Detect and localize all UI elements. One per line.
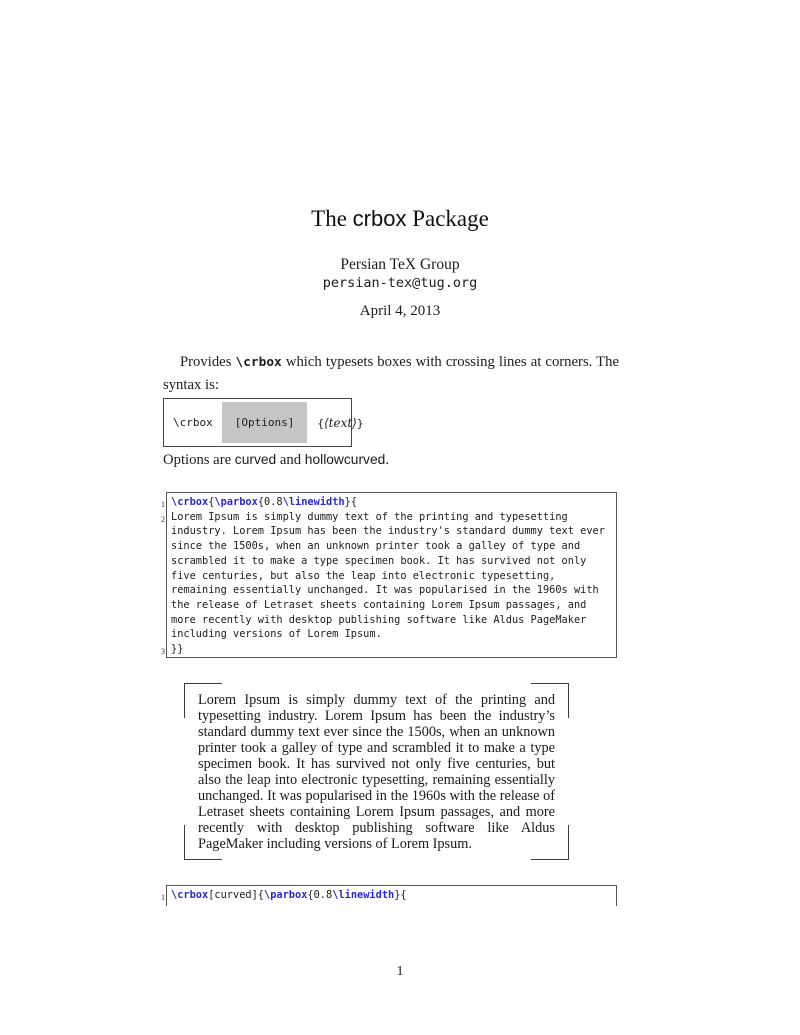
options-post: . bbox=[385, 452, 389, 468]
code-text: including versions of Lorem Ipsum. bbox=[171, 628, 382, 641]
options-line bbox=[163, 452, 619, 469]
code-line bbox=[171, 627, 612, 642]
syntax-argument bbox=[317, 416, 363, 430]
options-pre: Options are bbox=[163, 452, 235, 468]
line-number: 3 bbox=[161, 647, 165, 657]
document-date: April 4, 2013 bbox=[359, 303, 441, 319]
syntax-options-highlight: [Options] bbox=[222, 402, 308, 443]
code-line bbox=[171, 583, 612, 598]
code-line bbox=[171, 539, 612, 554]
crbox-rendered-output bbox=[184, 683, 569, 860]
code-text: }{ bbox=[344, 496, 358, 508]
page-title bbox=[0, 206, 800, 232]
option-hollowcurved: hollowcurved bbox=[304, 452, 386, 467]
syntax-command: \crbox bbox=[173, 416, 213, 429]
code-listing-1 bbox=[161, 492, 617, 658]
code-text: remaining essentially unchanged. It was popularised in the 1960s with bbox=[171, 584, 599, 597]
crbox-output-text: Lorem Ipsum is simply dummy text of the printing and typesetting industry. Lorem Ipsum has been the industry’s standard dummy text ever since the 1500s, when an unknown printer took a galley of type and scrambled it to make a type specimen book. It has survived not only five centuries, but also the leap into electronic typesetting, remaining essentially unchanged. It was popularised in the 1960s with the release of Letraset sheets containing Lorem Ipsum passages, and more recently with desktop publishing software like Aldus PageMaker including versions of Lorem Ipsum. bbox=[198, 692, 555, 852]
line-number: 2 bbox=[161, 514, 165, 524]
code-line bbox=[161, 495, 612, 510]
code-line bbox=[171, 569, 612, 584]
title-package-name: crbox bbox=[352, 206, 407, 231]
line-number: 1 bbox=[161, 893, 165, 902]
option-curved: curved bbox=[234, 452, 277, 467]
author: Persian TeX Group bbox=[340, 256, 460, 273]
options-mid: and bbox=[276, 452, 305, 468]
code-keyword: \crbox bbox=[171, 496, 209, 508]
code-text: }{ bbox=[394, 889, 407, 901]
code-text: five centuries, but also the leap into electronic typesetting, bbox=[171, 569, 556, 582]
code-text: { bbox=[208, 496, 215, 508]
code-text: [curved]{ bbox=[208, 889, 264, 901]
title-post: Package bbox=[406, 206, 489, 231]
code-line bbox=[161, 510, 612, 525]
arg-meta-text: ⟨text⟩ bbox=[323, 415, 357, 430]
author-email: persian-tex@tug.org bbox=[322, 275, 478, 291]
title-pre: The bbox=[311, 206, 353, 231]
code-line bbox=[171, 554, 612, 569]
code-text: scrambled it to make a type specimen book. It has survived not only bbox=[171, 554, 587, 567]
code-line bbox=[161, 888, 612, 903]
code-text: Lorem Ipsum is simply dummy text of the printing and typesetting bbox=[171, 510, 568, 523]
code-keyword: \parbox bbox=[264, 889, 308, 901]
intro-paragraph bbox=[163, 351, 619, 397]
crbox-command-inline: \crbox bbox=[235, 355, 282, 370]
intro-text-post: which typesets boxes with crossing lines at corners. The syntax is: bbox=[163, 354, 619, 393]
code-line bbox=[171, 613, 612, 628]
code-keyword: \linewidth bbox=[332, 889, 395, 901]
code-keyword: \linewidth bbox=[282, 496, 345, 508]
arg-close-brace: } bbox=[356, 416, 364, 430]
code-text: {0.8 bbox=[257, 496, 283, 508]
line-number: 1 bbox=[161, 500, 165, 509]
code-text: since the 1500s, when an unknown printer took a galley of type and bbox=[171, 540, 581, 553]
code-line bbox=[161, 642, 612, 657]
arg-open-brace: { bbox=[317, 416, 324, 430]
code-text: }} bbox=[171, 643, 184, 656]
code-keyword: \crbox bbox=[171, 889, 209, 901]
code-line bbox=[171, 524, 612, 539]
code-text: more recently with desktop publishing software like Aldus PageMaker bbox=[171, 613, 587, 626]
page-number: 1 bbox=[396, 964, 404, 979]
code-text: the release of Letraset sheets containing Lorem Ipsum passages, and bbox=[171, 598, 587, 611]
syntax-box bbox=[163, 398, 364, 447]
intro-text-pre: Provides bbox=[180, 354, 236, 370]
code-keyword: \parbox bbox=[214, 496, 258, 508]
code-text: {0.8 bbox=[307, 889, 333, 901]
code-line bbox=[171, 598, 612, 613]
code-listing-2 bbox=[161, 885, 617, 906]
code-text: industry. Lorem Ipsum has been the industry's standard dummy text ever bbox=[171, 525, 605, 538]
